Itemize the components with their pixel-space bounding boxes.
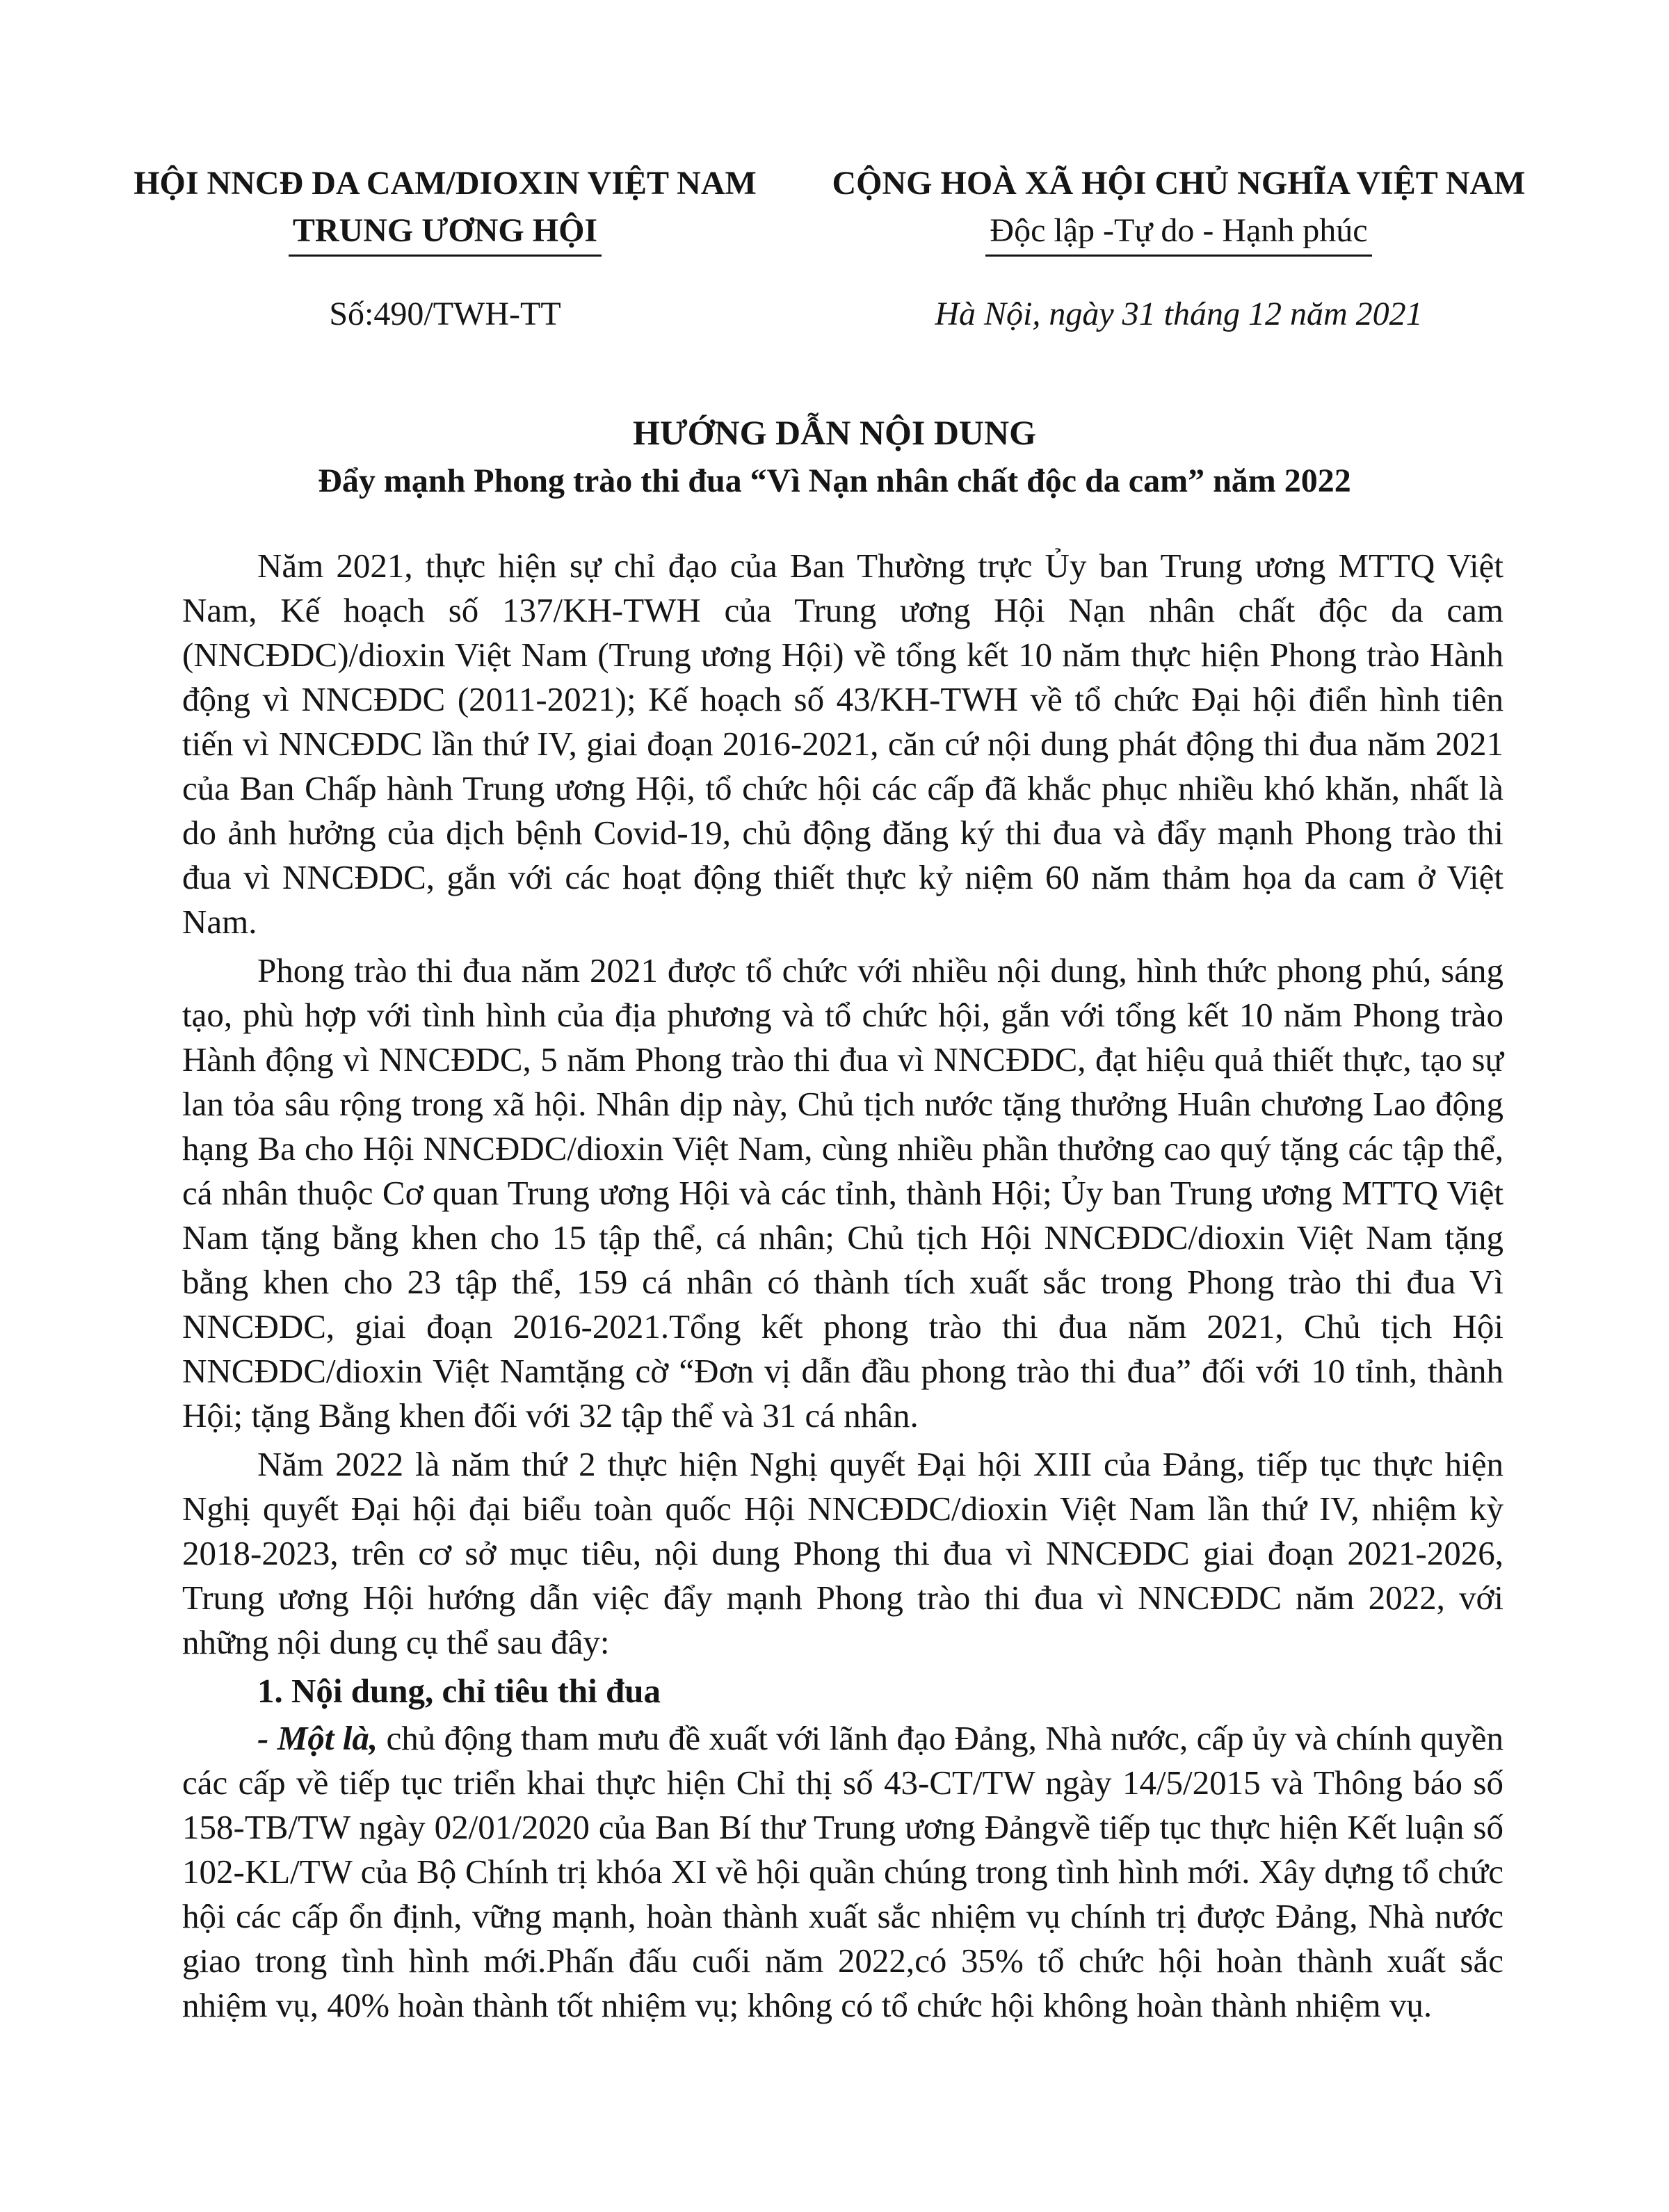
national-heading-block (800, 160, 1558, 257)
organization-sub-name: TRUNG ƯƠNG HỘI (289, 207, 602, 257)
section-1-heading: 1. Nội dung, chỉ tiêu thi đua (257, 1672, 661, 1710)
state-name: CỘNG HOÀ XÃ HỘI CHỦ NGHĨA VIỆT NAM (832, 165, 1526, 202)
item-1-text: chủ động tham mưu đề xuất với lãnh đạo Đảng, Nhà nước, cấp ủy và chính quyền các cấp về tiếp tục triển khai thực hiện Chỉ thị số 43-CT/TW ngày 14/5/2015 và Thông báo số 158-TB/TW ngày 02/01/2020 của Ban Bí thư Trung ương Đảngvề tiếp tục thực hiện Kết luận số 102-KL/TW của Bộ Chính trị khóa XI về hội quần chúng trong tình hình mới. Xây dựng tổ chức hội các cấp ổn định, vững mạnh, hoàn thành xuất sắc nhiệm vụ chính trị được Đảng, Nhà nước giao trong tình hình mới.Phấn đấu cuối năm 2022,có 35% tổ chức hội hoàn thành xuất sắc nhiệm vụ, 40% hoàn thành tốt nhiệm vụ; không có tổ chức hội không hoàn thành nhiệm vụ. (182, 1719, 1503, 2024)
paragraph-2: Phong trào thi đua năm 2021 được tổ chức với nhiều nội dung, hình thức phong phú, sáng tạo, phù hợp với tình hình của địa phương và tổ chức hội, gắn với tổng kết 10 năm Phong trào Hành động vì NNCĐDC, 5 năm Phong trào thi đua vì NNCĐDC, đạt hiệu quả thiết thực, tạo sự lan tỏa sâu rộng trong xã hội. Nhân dịp này, Chủ tịch nước tặng thưởng Huân chương Lao động hạng Ba cho Hội NNCĐDC/dioxin Việt Nam, cùng nhiều phần thưởng cao quý tặng các tập thể, cá nhân thuộc Cơ quan Trung ương Hội và các tỉnh, thành Hội; Ủy ban Trung ương MTTQ Việt Nam tặng bằng khen cho 15 tập thể, cá nhân; Chủ tịch Hội NNCĐDC/dioxin Việt Nam tặng bằng khen cho 23 tập thể, 159 cá nhân có thành tích xuất sắc trong Phong trào thi đua Vì NNCĐDC, giai đoạn 2016-2021.Tổng kết phong trào thi đua năm 2021, Chủ tịch Hội NNCĐDC/dioxin Việt Namtặng cờ “Đơn vị dẫn đầu phong trào thi đua” đối với 10 tỉnh, thành Hội; tặng Bằng khen đối với 32 tập thể và 31 cá nhân. (182, 951, 1503, 1435)
document-title: HƯỚNG DẪN NỘI DUNG (632, 413, 1037, 452)
document-body (182, 544, 1503, 2032)
item-1-paragraph (182, 1716, 1503, 2028)
place-and-date: Hà Nội, ngày 31 tháng 12 năm 2021 (935, 296, 1423, 332)
document-subtitle: Đẩy mạnh Phong trào thi đua “Vì Nạn nhân chất độc da cam” năm 2022 (318, 462, 1351, 499)
organization-name: HỘI NNCĐ DA CAM/DIOXIN VIỆT NAM (134, 165, 757, 202)
issuing-organization-block (111, 160, 779, 257)
paragraph-1: Năm 2021, thực hiện sự chỉ đạo của Ban Thường trực Ủy ban Trung ương MTTQ Việt Nam, Kế hoạch số 137/KH-TWH của Trung ương Hội Nạn nhân chất độc da cam (NNCĐDC)/dioxin Việt Nam (Trung ương Hội) về tổng kết 10 năm thực hiện Phong trào Hành động vì NNCĐDC (2011-2021); Kế hoạch số 43/KH-TWH về tổ chức Đại hội điển hình tiên tiến vì NNCĐDC lần thứ IV, giai đoạn 2016-2021, căn cứ nội dung phát động thi đua năm 2021 của Ban Chấp hành Trung ương Hội, tổ chức hội các cấp đã khắc phục nhiều khó khăn, nhất là do ảnh hưởng của dịch bệnh Covid-19, chủ động đăng ký thi đua và đẩy mạnh Phong trào thi đua vì NNCĐDC, gắn với các hoạt động thiết thực kỷ niệm 60 năm thảm họa da cam ở Việt Nam. (182, 547, 1503, 941)
item-1-lead: - Một là, (257, 1719, 378, 1757)
national-motto: Độc lập -Tự do - Hạnh phúc (985, 207, 1371, 257)
document-number: Số:490/TWH-TT (329, 296, 561, 332)
paragraph-3: Năm 2022 là năm thứ 2 thực hiện Nghị quyết Đại hội XIII của Đảng, tiếp tục thực hiện Nghị quyết Đại hội đại biểu toàn quốc Hội NNCĐDC/dioxin Việt Nam lần thứ IV, nhiệm kỳ 2018-2023, trên cơ sở mục tiêu, nội dung Phong thi đua vì NNCĐDC giai đoạn 2021-2026, Trung ương Hội hướng dẫn việc đẩy mạnh Phong trào thi đua vì NNCĐDC năm 2022, với những nội dung cụ thể sau đây: (182, 1445, 1503, 1661)
